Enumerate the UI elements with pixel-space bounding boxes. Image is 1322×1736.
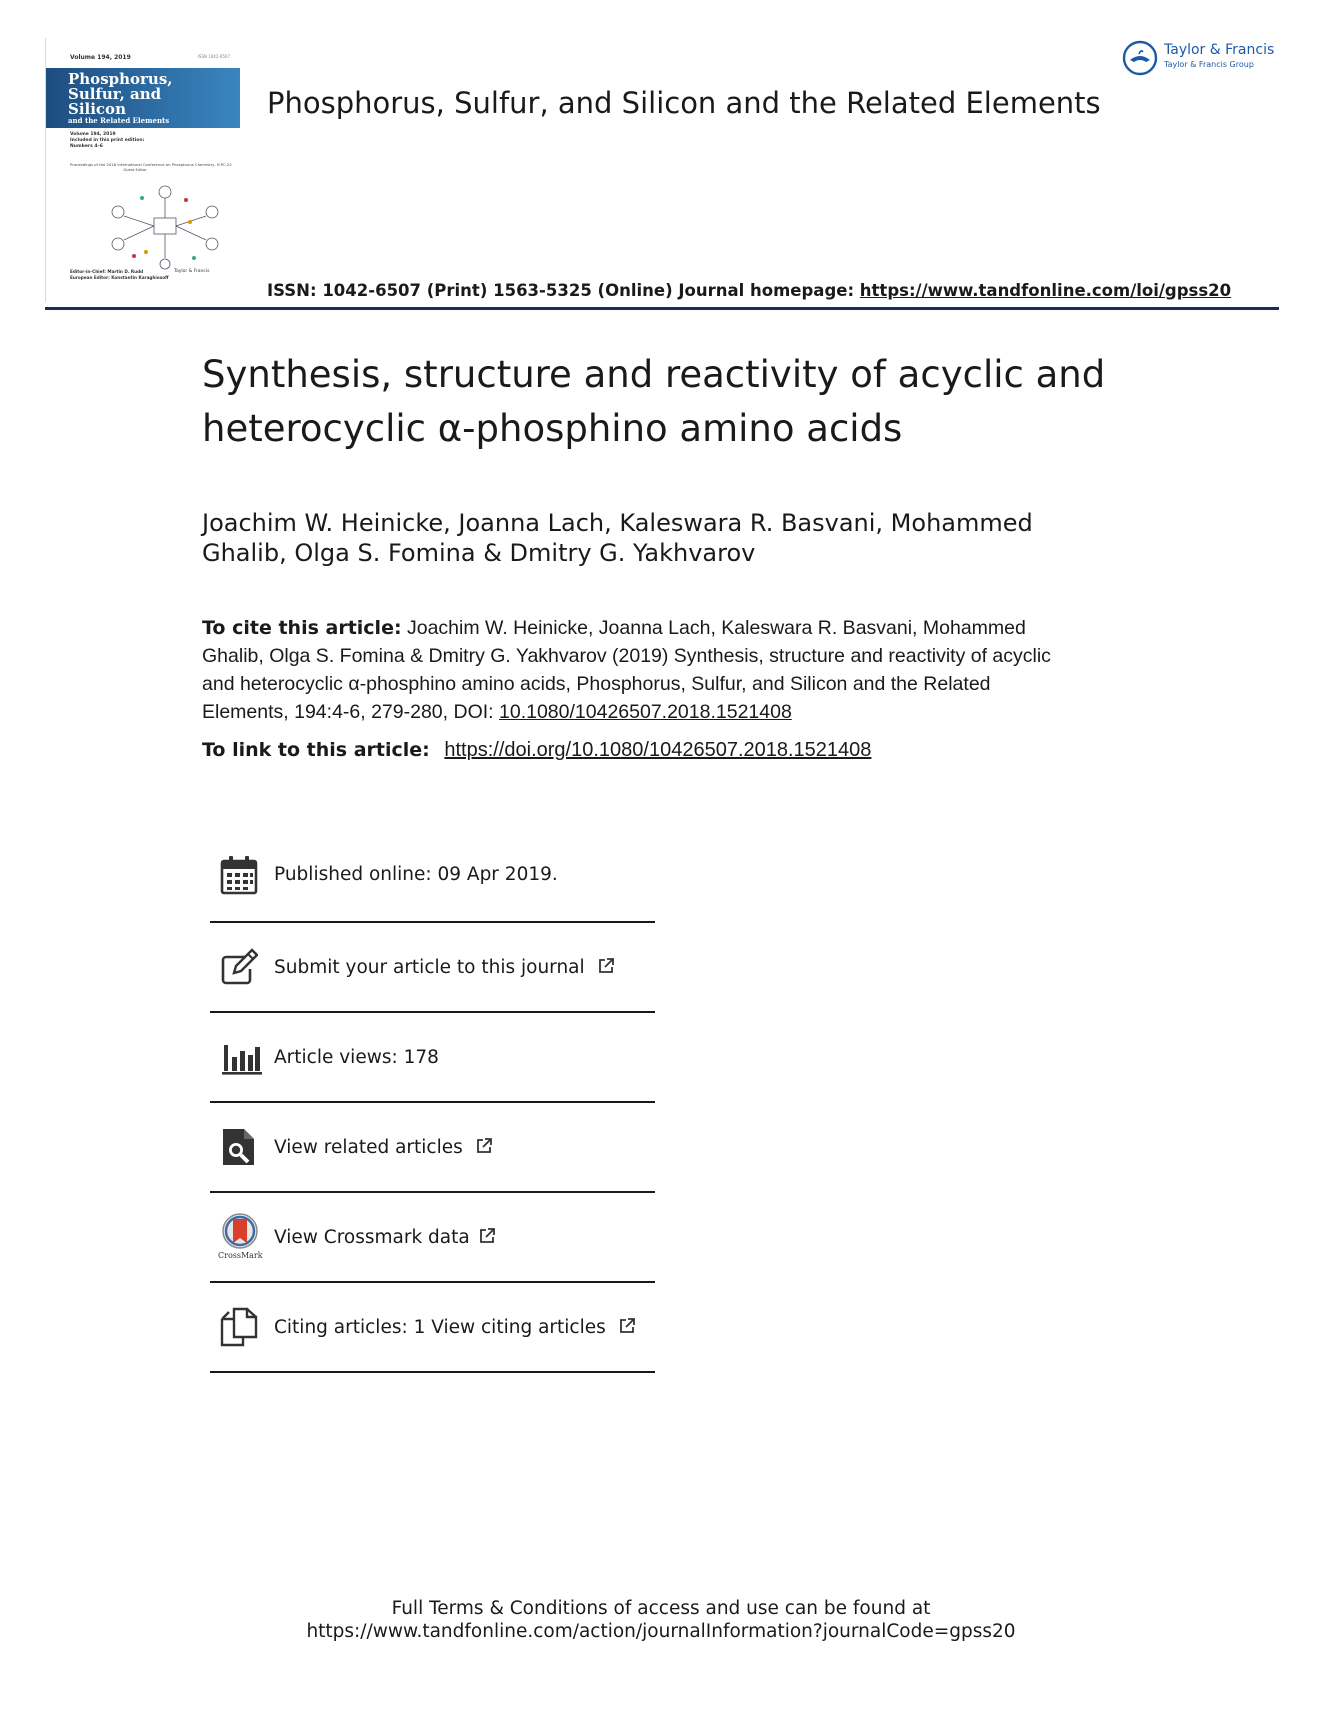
journal-title: Phosphorus, Sulfur, and Silicon and the Related Elements bbox=[267, 86, 1101, 120]
doi-link[interactable]: 10.1080/10426507.2018.1521408 bbox=[499, 701, 792, 723]
terms-footer bbox=[0, 1597, 1322, 1643]
document-search-icon bbox=[220, 1127, 258, 1167]
citation-label: To cite this article: bbox=[202, 617, 402, 639]
calendar-icon bbox=[220, 855, 258, 895]
publisher-group: Taylor & Francis Group bbox=[1164, 60, 1254, 69]
article-title: Synthesis, structure and reactivity of acyclic and heterocyclic α-phosphino amino acids bbox=[202, 353, 1106, 450]
copy-documents-icon bbox=[220, 1307, 258, 1347]
edit-icon bbox=[220, 947, 258, 987]
publisher-name: Taylor & Francis bbox=[1164, 42, 1275, 58]
article-info-list bbox=[210, 828, 655, 1373]
related-articles-link[interactable]: View related articles bbox=[274, 1136, 463, 1158]
article-doi-url[interactable]: https://doi.org/10.1080/10426507.2018.1521408 bbox=[444, 739, 872, 761]
journal-cover-image bbox=[45, 38, 240, 302]
footer-terms-url[interactable]: https://www.tandfonline.com/action/journalInformation?journalCode=gpss20 bbox=[306, 1621, 1016, 1642]
publisher-logo bbox=[1122, 38, 1282, 78]
published-online-text: Published online: 09 Apr 2019. bbox=[274, 864, 558, 885]
crossmark-icon bbox=[220, 1213, 260, 1251]
external-link-icon bbox=[475, 1137, 493, 1155]
external-link-icon bbox=[478, 1227, 496, 1245]
citing-articles-link[interactable]: Citing articles: 1 View citing articles bbox=[274, 1316, 606, 1338]
submit-article-row[interactable] bbox=[210, 923, 655, 1013]
related-articles-row[interactable] bbox=[210, 1103, 655, 1193]
article-views-row bbox=[210, 1013, 655, 1103]
submit-article-link[interactable]: Submit your article to this journal bbox=[274, 956, 585, 978]
external-link-icon bbox=[597, 957, 615, 975]
cover-publisher-logo: Taylor & Francis bbox=[174, 269, 210, 274]
cover-info: Volume 194, 2019 Included in this print edition: Numbers 4–6 bbox=[70, 132, 145, 149]
issn-line: ISSN: 1042-6507 (Print) 1563-5325 (Online) Journal homepage: https://www.tandfonline.com/loi/gpss20 bbox=[267, 281, 1232, 300]
external-link-icon bbox=[618, 1317, 636, 1335]
cover-proceedings: Proceedings of the 2018 International Conference on Phosphorus Chemistry, ICPC-22 Guest Editor bbox=[70, 162, 232, 172]
cover-title-band bbox=[46, 68, 240, 128]
cover-reaction-diagram bbox=[94, 178, 234, 278]
footer-terms-text: Full Terms & Conditions of access and use can be found at bbox=[391, 1598, 931, 1619]
article-authors: Joachim W. Heinicke, Joanna Lach, Kaleswara R. Basvani, Mohammed Ghalib, Olga S. Fomina & Dmitry G. Yakhvarov bbox=[202, 509, 1033, 567]
article-link-line bbox=[202, 738, 1142, 762]
taylor-francis-lamp-icon bbox=[1122, 40, 1158, 76]
cover-title: Phosphorus, Sulfur, and Silicon bbox=[68, 70, 173, 118]
journal-homepage-link[interactable]: https://www.tandfonline.com/loi/gpss20 bbox=[859, 281, 1232, 300]
cover-subtitle: and the Related Elements bbox=[68, 116, 170, 125]
header-divider bbox=[45, 307, 1279, 310]
article-views-text: Article views: 178 bbox=[274, 1046, 439, 1068]
crossmark-link[interactable]: View Crossmark data bbox=[274, 1226, 470, 1248]
bar-chart-icon bbox=[220, 1037, 262, 1077]
cover-issn: ISSN 1042-6507 bbox=[197, 54, 230, 59]
crossmark-row[interactable] bbox=[210, 1193, 655, 1283]
link-label: To link to this article: bbox=[202, 739, 437, 761]
crossmark-label: CrossMark bbox=[218, 1251, 263, 1260]
crossmark-badge bbox=[218, 1213, 263, 1261]
citation-block: To cite this article: Joachim W. Heinicke, Joanna Lach, Kaleswara R. Basvani, Mohammed Ghalib, Olga S. Fomina & Dmitry G. Yakhvarov (2019) Synthesis, structure and reactivity of acyclic and heterocyclic α-phosphino amino acids, Phosphorus, Sulfur, and Silicon and the Related Elements, 194:4-6, 279-280, DOI: 10.1080/10426507.2018.1521408 bbox=[202, 617, 1051, 723]
cover-editors: Editor-in-Chief: Martin D. Rudd European Editor: Konstantin Karaghiosoff bbox=[70, 269, 169, 280]
cover-volume: Volume 194, 2019 bbox=[70, 54, 131, 61]
published-online-row bbox=[210, 828, 655, 923]
citing-articles-row[interactable] bbox=[210, 1283, 655, 1373]
